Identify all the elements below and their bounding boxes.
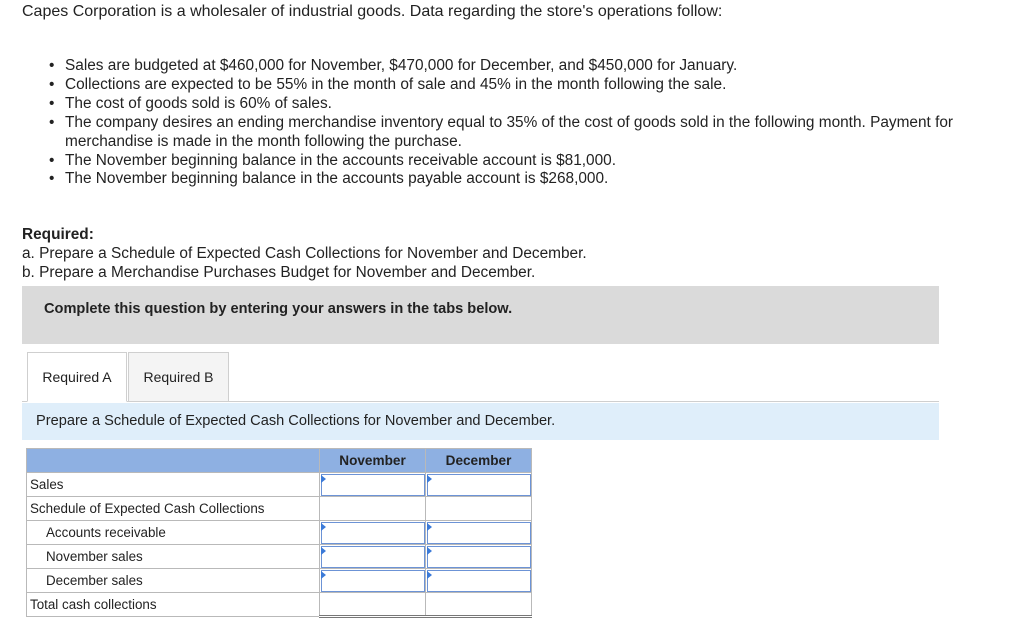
row-label: December sales — [27, 569, 320, 593]
input-marker-icon — [321, 571, 326, 579]
row-label: Total cash collections — [27, 593, 320, 617]
input-marker-icon — [321, 547, 326, 555]
empty-cell — [426, 497, 532, 521]
tab-prompt-bar — [22, 403, 939, 440]
input-marker-icon — [427, 547, 432, 555]
total-november-cell — [320, 593, 426, 617]
fact-item: • Sales are budgeted at $460,000 for November, $470,000 for December, and $450,000 for January. — [46, 57, 1021, 76]
row-label: Sales — [27, 473, 320, 497]
sales-december-input[interactable] — [427, 474, 531, 496]
required-section — [22, 225, 587, 282]
tab-divider — [22, 401, 939, 402]
column-header-november: November — [320, 449, 426, 473]
input-marker-icon — [427, 571, 432, 579]
table-row-total — [27, 593, 532, 617]
problem-intro: Capes Corporation is a wholesaler of industrial goods. Data regarding the store's operations follow: — [22, 3, 723, 20]
table-header-blank — [27, 449, 320, 473]
required-heading: Required: — [22, 226, 94, 243]
table-row-sales — [27, 473, 532, 497]
required-b-text: b. Prepare a Merchandise Purchases Budget for November and December. — [22, 264, 536, 281]
table-row-december-sales — [27, 569, 532, 593]
november-sales-november-input[interactable] — [321, 546, 425, 568]
row-label: November sales — [27, 545, 320, 569]
input-marker-icon — [427, 475, 432, 483]
table-row-accounts-receivable — [27, 521, 532, 545]
tab-required-a[interactable]: Required A — [27, 352, 127, 402]
november-sales-december-input[interactable] — [427, 546, 531, 568]
table-row-schedule-heading — [27, 497, 532, 521]
input-marker-icon — [427, 523, 432, 531]
cash-collections-table — [26, 448, 532, 618]
fact-item: • The company desires an ending merchandise inventory equal to 35% of the cost of goods sold in the following month. Payment for merchandise is made in the month following the purchase. — [46, 114, 1021, 152]
fact-item: • The cost of goods sold is 60% of sales. — [46, 95, 1021, 114]
fact-item: • Collections are expected to be 55% in the month of sale and 45% in the month following the sale. — [46, 76, 1021, 95]
input-marker-icon — [321, 475, 326, 483]
table-header-row — [27, 449, 532, 473]
row-label: Schedule of Expected Cash Collections — [27, 497, 320, 521]
tab-required-b[interactable]: Required B — [128, 352, 229, 402]
required-a-text: a. Prepare a Schedule of Expected Cash Collections for November and December. — [22, 245, 587, 262]
row-label: Accounts receivable — [27, 521, 320, 545]
fact-item: • The November beginning balance in the accounts receivable account is $81,000. — [46, 152, 1021, 171]
instruction-text: Complete this question by entering your answers in the tabs below. — [44, 301, 513, 317]
accounts-receivable-november-input[interactable] — [321, 522, 425, 544]
tab-prompt-text: Prepare a Schedule of Expected Cash Collections for November and December. — [36, 413, 556, 429]
table-row-november-sales — [27, 545, 532, 569]
input-marker-icon — [321, 523, 326, 531]
total-december-cell — [426, 593, 532, 617]
sales-november-input[interactable] — [321, 474, 425, 496]
fact-item: • The November beginning balance in the accounts payable account is $268,000. — [46, 170, 1021, 189]
empty-cell — [320, 497, 426, 521]
column-header-december: December — [426, 449, 532, 473]
december-sales-november-input[interactable] — [321, 570, 425, 592]
facts-list — [46, 57, 1021, 189]
accounts-receivable-december-input[interactable] — [427, 522, 531, 544]
december-sales-december-input[interactable] — [427, 570, 531, 592]
instruction-banner — [22, 286, 939, 344]
